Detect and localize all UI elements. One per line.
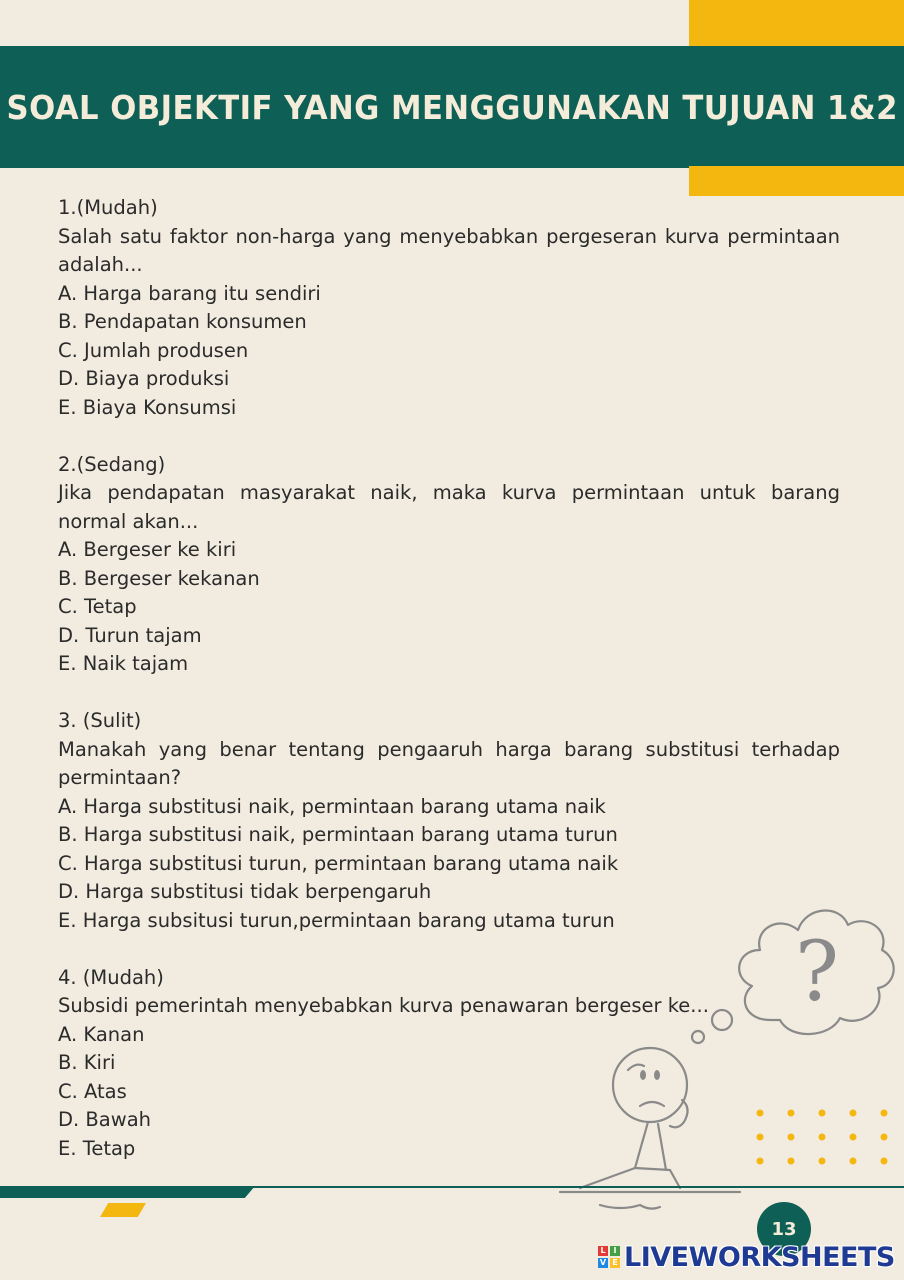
option-b: B. Bergeser kekanan xyxy=(58,566,260,590)
brand-text: LIVEWORKSHEETS xyxy=(624,1241,895,1273)
decorative-yellow-block-side xyxy=(689,166,904,196)
page-title: SOAL OBJEKTIF YANG MENGGUNAKAN TUJUAN 1&2 xyxy=(6,87,898,127)
question-1 xyxy=(58,194,840,422)
option-a: A. Kanan xyxy=(58,1022,145,1046)
option-d: D. Biaya produksi xyxy=(58,367,230,390)
option-b: B. Harga substitusi naik, permintaan barang utama turun xyxy=(58,823,618,846)
question-text: Manakah yang benar tentang pengaaruh harga barang substitusi terhadap permintaan? xyxy=(58,737,840,789)
option-c: C. Jumlah produsen xyxy=(58,338,249,362)
question-label: 2.(Sedang) xyxy=(58,452,166,476)
header-banner xyxy=(0,46,904,168)
option-e: E. Tetap xyxy=(58,1136,136,1160)
option-d: D. Bawah xyxy=(58,1108,151,1131)
option-a: A. Bergeser ke kiri xyxy=(58,538,237,561)
option-d: D. Turun tajam xyxy=(58,623,202,647)
question-label: 4. (Mudah) xyxy=(58,965,164,989)
option-c: C. Atas xyxy=(58,1079,127,1103)
option-a: A. Harga barang itu sendiri xyxy=(58,281,321,305)
footer-yellow-bar xyxy=(100,1203,146,1217)
option-e: E. Harga subsitusi turun,permintaan barang utama turun xyxy=(58,908,615,932)
thought-bubble-icon xyxy=(712,1010,732,1030)
question-label: 1.(Mudah) xyxy=(58,196,158,219)
option-b: B. Pendapatan konsumen xyxy=(58,310,307,333)
question-mark-icon: ? xyxy=(795,925,839,1020)
option-b: B. Kiri xyxy=(58,1051,116,1074)
question-2 xyxy=(58,451,840,679)
footer-green-bar xyxy=(0,1186,255,1198)
page-number: 13 xyxy=(757,1202,811,1256)
option-d: D. Harga substitusi tidak berpengaruh xyxy=(58,880,432,903)
face-icon xyxy=(613,1048,687,1122)
logo-grid-icon: L I V E xyxy=(598,1246,620,1268)
liveworksheets-logo[interactable] xyxy=(598,1240,895,1274)
question-text: Jika pendapatan masyarakat naik, maka kurva permintaan untuk barang normal akan... xyxy=(58,481,840,533)
option-c: C. Tetap xyxy=(58,595,137,618)
thought-bubble-icon xyxy=(692,1031,704,1043)
question-text: Subsidi pemerintah menyebabkan kurva penawaran bergeser ke... xyxy=(58,994,709,1017)
decorative-dots xyxy=(750,1104,890,1168)
question-label: 3. (Sulit) xyxy=(58,709,142,732)
decorative-yellow-block-top xyxy=(689,0,904,48)
option-a: A. Harga substitusi naik, permintaan barang utama naik xyxy=(58,794,606,818)
option-e: E. Naik tajam xyxy=(58,652,189,675)
option-c: C. Harga substitusi turun, permintaan barang utama naik xyxy=(58,851,619,875)
question-text: Salah satu faktor non-harga yang menyebabkan pergeseran kurva permintaan adalah... xyxy=(58,224,840,276)
option-e: E. Biaya Konsumsi xyxy=(58,395,237,419)
